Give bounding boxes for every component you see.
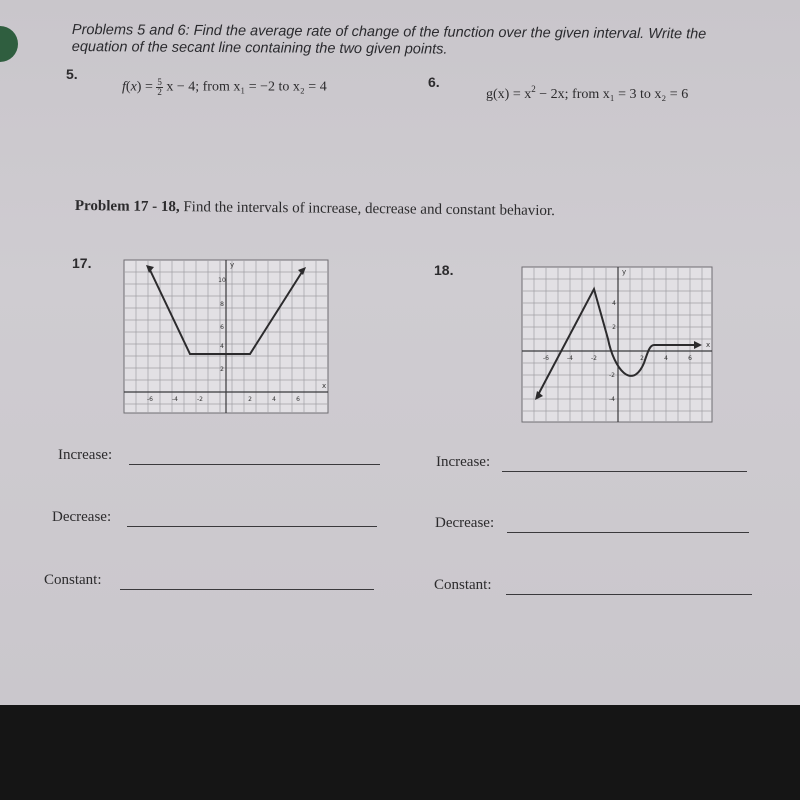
fraction-denominator: 2 [157,87,162,97]
problem-18-number: 18. [434,262,454,278]
y-tick-label: 4 [612,300,616,307]
y-tick-label: 10 [218,277,226,284]
x-axis-label: x [706,341,711,349]
x-tick-label: -6 [543,355,549,362]
problem-5-number: 5. [66,66,78,82]
problem-5-equation: f(x) = $\frac{5}{2}$ x − 4; from x₁ = −2 to x₂ = 4 [122,77,327,97]
problem-18-decrease-blank[interactable] [507,532,749,533]
exponent: 2 [531,84,536,94]
y-axis-label: y [230,261,235,269]
fraction-numerator: 5 [157,77,162,87]
equation-rest: x − 4; [166,79,200,95]
problem-6-equation [486,84,688,103]
problems-17-18-heading [75,198,555,220]
problem-17-number: 17. [72,255,92,271]
equation-lhs: g(x) = x [486,87,532,102]
y-axis-label: y [622,268,627,276]
x-tick-label: 2 [248,396,252,403]
x-tick-label: 6 [688,355,692,362]
equation-rest: − 2x; [539,87,569,102]
y-tick-label: 6 [220,324,224,331]
binder-tab-marker [0,26,18,62]
problem-18-graph [520,265,718,425]
problem-17-increase-blank[interactable] [129,464,380,465]
problem-17-decrease-label: Decrease: [52,509,112,525]
problem-18-decrease-label: Decrease: [435,515,495,531]
function-name: f [122,79,126,95]
x-tick-label: -6 [147,396,153,403]
y-tick-label: 2 [612,324,616,331]
problem-17-graph [122,258,330,416]
y-tick-label: -2 [609,372,615,379]
problem-6-number: 6. [428,74,440,90]
interval-text: from x₁ = 3 to x₂ = 6 [572,87,689,102]
problem-17-decrease-blank[interactable] [127,526,377,527]
y-tick-label: 4 [220,343,224,350]
heading-rest: Find the intervals of increase, decrease and constant behavior. [183,199,555,220]
x-axis-label: x [322,382,327,390]
x-tick-label: -4 [567,355,573,362]
y-tick-label: 2 [220,366,224,373]
coefficient-fraction [156,78,163,97]
x-tick-label: 6 [296,396,300,403]
x-tick-label: 2 [640,355,644,362]
x-tick-label: -2 [197,396,203,403]
y-tick-label: -4 [609,396,615,403]
problem-17-constant-label: Constant: [44,572,102,588]
y-tick-label: 8 [220,301,224,308]
heading-bold: Problem 17 - 18, [74,198,180,216]
problem-17-constant-blank[interactable] [120,589,374,590]
x-tick-label: 4 [272,396,276,403]
x-tick-label: -2 [591,355,597,362]
x-tick-label: 4 [664,355,668,362]
interval-text: from x₁ = −2 to x₂ = 4 [202,79,327,95]
problem-18-constant-blank[interactable] [506,594,752,595]
x-tick-label: -4 [172,396,178,403]
problem-18-constant-label: Constant: [434,577,492,593]
problem-18-increase-blank[interactable] [502,471,747,472]
problems-5-6-instructions: Problems 5 and 6: Find the average rate of change of the function over the given interval. Write the equation of the secant line containing the two given points. [71,22,707,58]
problem-17-increase-label: Increase: [58,447,113,463]
problem-18-increase-label: Increase: [436,454,491,470]
